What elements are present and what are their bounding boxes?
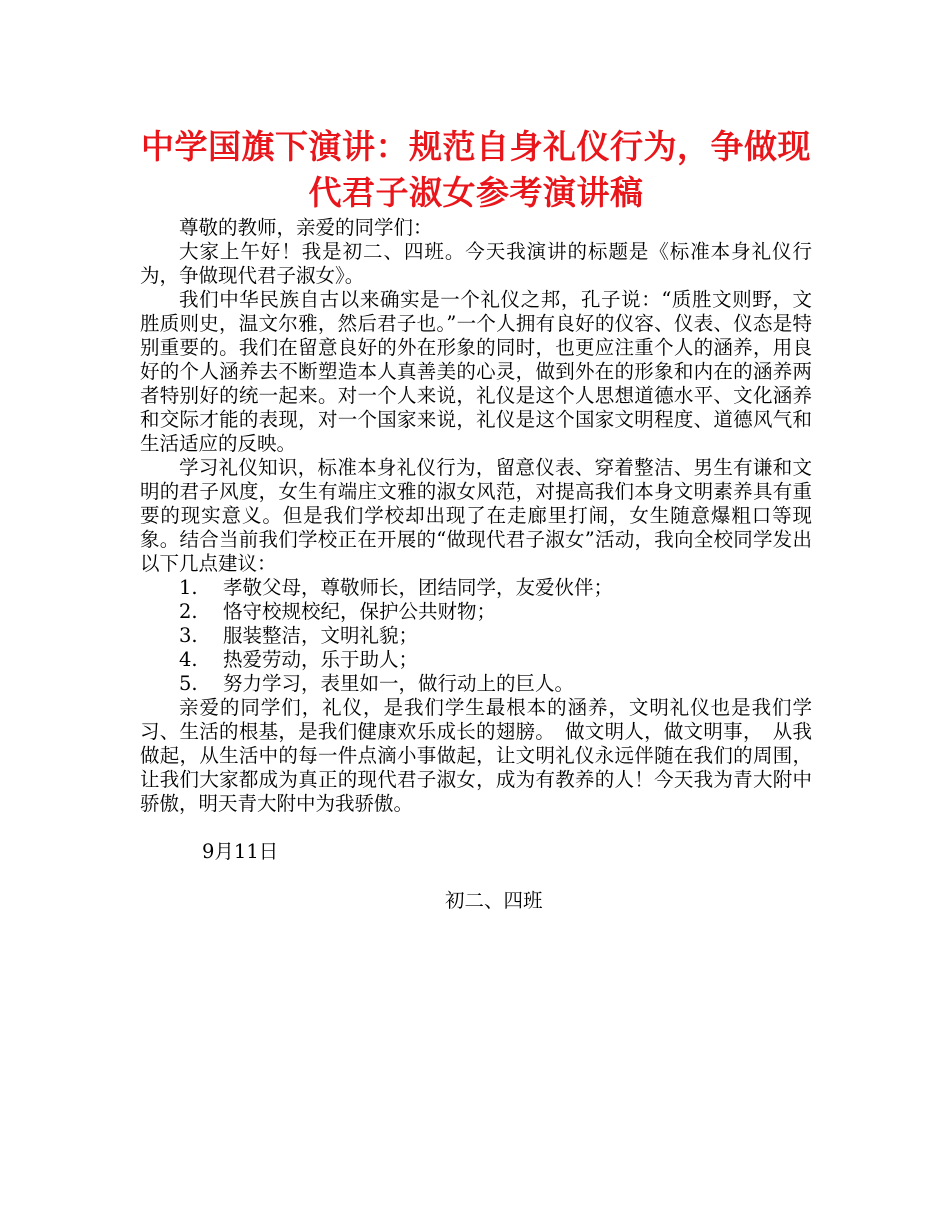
list-item [140, 624, 812, 648]
paragraph-closing: 亲爱的同学们，礼仪，是我们学生最根本的涵养，文明礼仪也是我们学习、生活的根基，是我们健康欢乐成长的翅膀。 做文明人，做文明事， 从我做起，从生活中的每一件点滴小事做起，让文明礼仪永远伴随在我们的周围，让我们大家都成为真正的现代君子淑女，成为有教养的人！今天我为青大附中骄傲，明天青大附中为我骄傲。 [140, 696, 812, 815]
list-item-text: 热爱劳动，乐于助人； [223, 648, 419, 671]
paragraph-etiquette: 我们中华民族自古以来确实是一个礼仪之邦，孔子说：“质胜文则野，文胜质则史，温文尔雅，然后君子也。”一个人拥有良好的仪容、仪表、仪态是特别重要的。我们在留意良好的外在形象的同时，也更应注重个人的涵养，用良好的个人涵养去不断塑造本人真善美的心灵，做到外在的形象和内在的涵养两者特别好的统一起来。对一个人来说，礼仪是这个人思想道德水平、文化涵养和交际才能的表现，对一个国家来说，礼仪是这个国家文明程度、道德风气和生活适应的反映。 [140, 288, 812, 455]
list-item-number: 3. [179, 624, 198, 647]
document-date: 9月11日 [202, 840, 279, 863]
list-item-number: 4. [179, 648, 198, 671]
list-item-number: 1. [179, 576, 198, 599]
list-item-text: 恪守校规校纪，保护公共财物； [223, 600, 497, 623]
greeting: 尊敬的教师，亲爱的同学们： [179, 216, 433, 239]
suggestion-list [140, 576, 812, 696]
list-item-text: 服装整洁，文明礼貌； [223, 624, 419, 647]
list-item [140, 576, 812, 600]
document-signature: 初二、四班 [445, 889, 543, 912]
list-item-text: 努力学习，表里如一，做行动上的巨人。 [223, 672, 575, 695]
list-item-text: 孝敬父母，尊敬师长，团结同学，友爱伙伴； [223, 576, 614, 599]
list-item-number: 2. [179, 600, 198, 623]
list-item [140, 672, 812, 696]
document-body [140, 216, 812, 816]
list-item [140, 648, 812, 672]
paragraph-intro: 大家上午好！我是初二、四班。今天我演讲的标题是《标准本身礼仪行为，争做现代君子淑女》。 [140, 240, 812, 287]
paragraph-learning: 学习礼仪知识，标准本身礼仪行为，留意仪表、穿着整洁、男生有谦和文明的君子风度，女生有端庄文雅的淑女风范，对提高我们本身文明素养具有重要的现实意义。但是我们学校却出现了在走廊里打闹，女生随意爆粗口等现象。结合当前我们学校正在开展的“做现代君子淑女”活动，我向全校同学发出以下几点建议： [140, 456, 812, 575]
list-item-number: 5. [179, 672, 198, 695]
document-page [140, 124, 812, 913]
document-title: 中学国旗下演讲：规范自身礼仪行为，争做现代君子淑女参考演讲稿 [141, 127, 811, 212]
list-item [140, 600, 812, 624]
